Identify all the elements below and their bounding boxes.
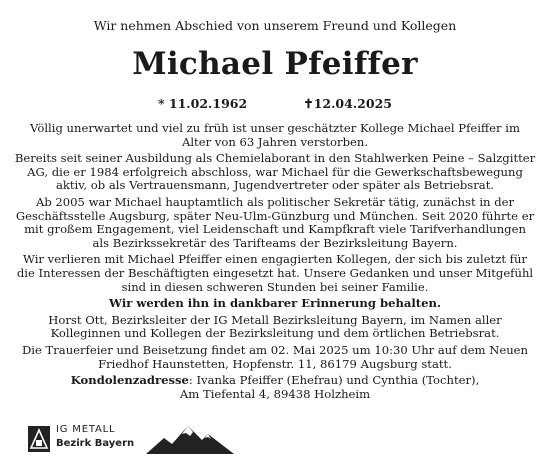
death-date: ✝12.04.2025	[303, 96, 392, 111]
paragraph-tribute: Wir verlieren mit Michael Pfeiffer einen engagierten Kollegen, der sich bis zuletzt für die Interessen der Beschäftigten eingesetzt hat. Unsere Gedanken und unser Mitgefühl sind in diesen schweren Stunden bei seiner Familie.	[16, 252, 534, 294]
logo-line-2: Bezirk Bayern	[56, 438, 135, 449]
paragraph-signature: Horst Ott, Bezirksleiter der IG Metall Bezirksleitung Bayern, im Namen aller Kolleginnen und Kollegen der Bezirksleitung und dem örtlichen Betriebsrat.	[48, 312, 502, 341]
condolence-label: Kondolenzadresse	[70, 373, 189, 388]
intro-line: Wir nehmen Abschied von unserem Freund und Kollegen	[93, 18, 457, 33]
mountains-icon	[146, 424, 234, 458]
birth-date: * 11.02.1962	[158, 96, 248, 111]
paragraph-career-start: Bereits seit seiner Ausbildung als Chemielaborant in den Stahlwerken Peine – Salzgitter AG, die er 1984 erfolgreich abschloss, war Michael für die Gewerkschaftsbewegung aktiv, ob als Vertrauensmann, Jugendvertreter oder später als Betriebsrat.	[14, 151, 536, 193]
condolence-address: Am Tiefental 4, 89438 Holzheim	[179, 386, 371, 401]
logo-text	[56, 424, 134, 449]
life-dates	[0, 96, 550, 111]
ig-metall-logo-icon	[28, 426, 50, 452]
paragraph-intro: Völlig unerwartet und viel zu früh ist unser geschätzter Kollege Michael Pfeiffer im Alter von 63 Jahren verstorben.	[30, 121, 520, 149]
paragraph-career-full-time: Ab 2005 war Michael hauptamtlich als politischer Sekretär tätig, zunächst in der Geschäftsstelle Augsburg, später Neu-Ulm-Günzburg und München. Seit 2020 führte er mit großem Engagement, viel Leidenschaft und Kampfkraft viele Tarifverhandlungen als Bezirkssekretär des Tarifteams der Bezirksleitung Bayern.	[15, 194, 535, 250]
footer	[28, 420, 248, 460]
obituary-text	[14, 122, 536, 404]
paragraph-funeral: Die Trauerfeier und Beisetzung findet am 02. Mai 2025 um 10:30 Uhr auf dem Neuen Friedhof Haunstetten, Hopfenstr. 11, 86179 Augsburg statt.	[21, 342, 529, 371]
paragraph-remembrance: Wir werden ihn in dankbarer Erinnerung behalten.	[109, 296, 441, 311]
logo-line-1: IG METALL	[56, 424, 116, 435]
deceased-name: Michael Pfeiffer	[132, 46, 418, 82]
condolence-text: : Ivanka Pfeiffer (Ehefrau) und Cynthia (Tochter),	[188, 373, 480, 388]
paragraph-condolence	[14, 374, 536, 401]
